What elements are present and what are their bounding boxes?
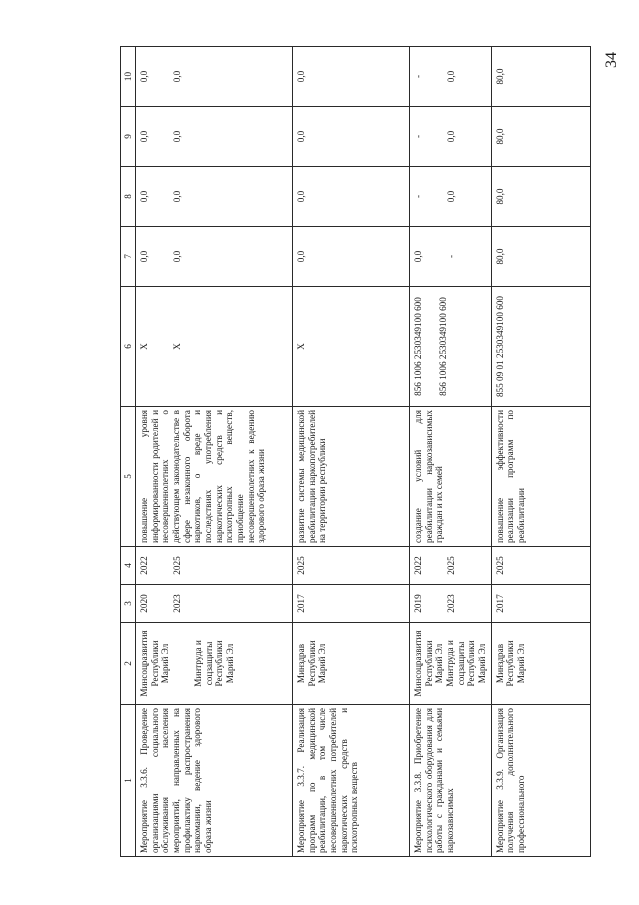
value-cell	[491, 107, 590, 167]
year-text: 2023	[445, 594, 456, 613]
value-cell	[410, 227, 492, 287]
program-activities-table	[120, 46, 591, 857]
executor-text: Минсоцразвития Республики Марий Эл	[413, 630, 445, 697]
budget-code-cell	[410, 287, 492, 407]
event-text: Мероприятие 3.3.8. Приобретение психологического оборудования для работы с гражданами и семьями наркозависимых	[413, 708, 456, 853]
value-text: 0,0	[445, 130, 456, 143]
year-text: 2020	[139, 594, 149, 613]
rotated-table-container	[120, 47, 610, 857]
value-text: 0,0	[139, 250, 149, 263]
code-text: X	[296, 343, 306, 350]
end-year-cell	[491, 547, 590, 585]
value-cell	[136, 227, 293, 287]
value-text: 0,0	[171, 70, 182, 83]
header-col-7: 7	[121, 227, 136, 287]
executor-text: Минтруда и соцзащиты Республики Марий Эл	[193, 640, 236, 687]
executor-text: Минсоцразвития Республики Марий Эл	[139, 630, 171, 697]
year-text: 2022	[139, 556, 149, 575]
code-text: 856 1006 2530349100 600	[437, 297, 448, 396]
result-text: повышение эффективности реализации программ по реабилитации	[494, 410, 527, 543]
value-cell	[293, 227, 410, 287]
table-row	[410, 47, 492, 857]
value-text: 80,0	[494, 188, 505, 205]
value-text: 0,0	[445, 70, 456, 83]
year-text: 2022	[413, 556, 423, 575]
value-cell	[293, 47, 410, 107]
result-cell	[136, 407, 293, 547]
code-text: 856 1006 2530349100 600	[413, 297, 423, 396]
value-text: 80,0	[494, 248, 505, 265]
value-text: 0,0	[171, 130, 182, 143]
value-text: 0,0	[296, 130, 306, 143]
end-year-cell	[293, 547, 410, 585]
header-col-10: 10	[121, 47, 136, 107]
value-text: 0,0	[171, 250, 182, 263]
value-text: -	[445, 254, 456, 259]
year-text: 2019	[413, 594, 423, 613]
event-cell	[293, 705, 410, 857]
value-cell	[293, 167, 410, 227]
start-year-cell	[491, 585, 590, 623]
value-text: 0,0	[296, 70, 306, 83]
start-year-cell	[293, 585, 410, 623]
event-cell	[410, 705, 492, 857]
table-row	[293, 47, 410, 857]
year-text: 2025	[171, 556, 182, 575]
value-cell	[491, 47, 590, 107]
year-text: 2025	[445, 556, 456, 575]
executor-text: Минтруда и соцзащиты Республики Марий Эл	[445, 640, 488, 687]
result-cell	[293, 407, 410, 547]
value-cell	[491, 227, 590, 287]
value-text: 0,0	[139, 130, 149, 143]
header-col-4: 4	[121, 547, 136, 585]
executor-text: Минздрав Республики Марий Эл	[494, 640, 527, 687]
budget-code-cell	[293, 287, 410, 407]
header-col-1: 1	[121, 705, 136, 857]
result-cell	[410, 407, 492, 547]
header-col-6: 6	[121, 287, 136, 407]
year-text: 2025	[494, 556, 505, 575]
executor-text: Минздрав Республики Марий Эл	[296, 640, 328, 687]
value-text: 80,0	[494, 128, 505, 145]
code-text: 855 09 01 2530349100 600	[494, 295, 505, 398]
header-col-3: 3	[121, 585, 136, 623]
code-text: X	[139, 343, 149, 350]
value-cell	[293, 107, 410, 167]
value-cell	[491, 167, 590, 227]
value-text: 0,0	[296, 190, 306, 203]
value-text: -	[413, 134, 423, 139]
header-col-2: 2	[121, 623, 136, 705]
value-text: 0,0	[171, 190, 182, 203]
value-cell	[136, 47, 293, 107]
header-col-8: 8	[121, 167, 136, 227]
table-row	[491, 47, 590, 857]
year-text: 2025	[296, 556, 306, 575]
start-year-cell	[410, 585, 492, 623]
event-cell	[136, 705, 293, 857]
value-text: 0,0	[139, 70, 149, 83]
result-text: создание условий для реабилитации наркозависимых граждан и их семей	[413, 410, 445, 543]
executor-cell	[410, 623, 492, 705]
header-col-5: 5	[121, 407, 136, 547]
value-cell	[136, 107, 293, 167]
page-number: 34	[603, 52, 620, 68]
year-text: 2017	[494, 594, 505, 613]
event-text: Мероприятие 3.3.9. Организация получения дополнительного профессионального	[494, 708, 527, 853]
start-year-cell	[136, 585, 293, 623]
event-text: Мероприятие 3.3.6. Проведение организациями социального обслуживания населения мероприятий, направленных на профилактику распространения наркомании, ведение здорового образа жизни	[139, 708, 214, 853]
value-cell	[410, 107, 492, 167]
value-text: 0,0	[413, 250, 423, 263]
header-col-9: 9	[121, 107, 136, 167]
value-text: 0,0	[296, 250, 306, 263]
result-cell	[491, 407, 590, 547]
end-year-cell	[136, 547, 293, 585]
value-text: 0,0	[139, 190, 149, 203]
budget-code-cell	[491, 287, 590, 407]
end-year-cell	[410, 547, 492, 585]
executor-cell	[293, 623, 410, 705]
result-text: развитие системы медицинской реабилитации наркопотребителей на территории республики	[296, 410, 328, 543]
value-cell	[410, 167, 492, 227]
value-text: -	[413, 74, 423, 79]
code-text: X	[171, 343, 182, 350]
table-row	[136, 47, 293, 857]
value-cell	[410, 47, 492, 107]
executor-cell	[136, 623, 293, 705]
executor-cell	[491, 623, 590, 705]
value-text: -	[413, 194, 423, 199]
value-cell	[136, 167, 293, 227]
year-text: 2023	[171, 594, 182, 613]
value-text: 80,0	[494, 68, 505, 85]
result-text: повышение уровня информированности родителей и несовершеннолетних о действующем законодательстве в сфере незаконного оборота наркотиков, о вреде и последствиях употребления наркотических средств и психотропных веществ, приобщение несовершеннолетних к ведению здорового образа жизни	[139, 410, 267, 543]
year-text: 2017	[296, 594, 306, 613]
event-text: Мероприятие 3.3.7. Реализация программ по медицинской реабилитации, в том числе несовершеннолетних потребителей наркотических средств и психотропных веществ	[296, 708, 360, 853]
value-text: 0,0	[445, 190, 456, 203]
header-row	[121, 47, 136, 857]
event-cell	[491, 705, 590, 857]
budget-code-cell	[136, 287, 293, 407]
